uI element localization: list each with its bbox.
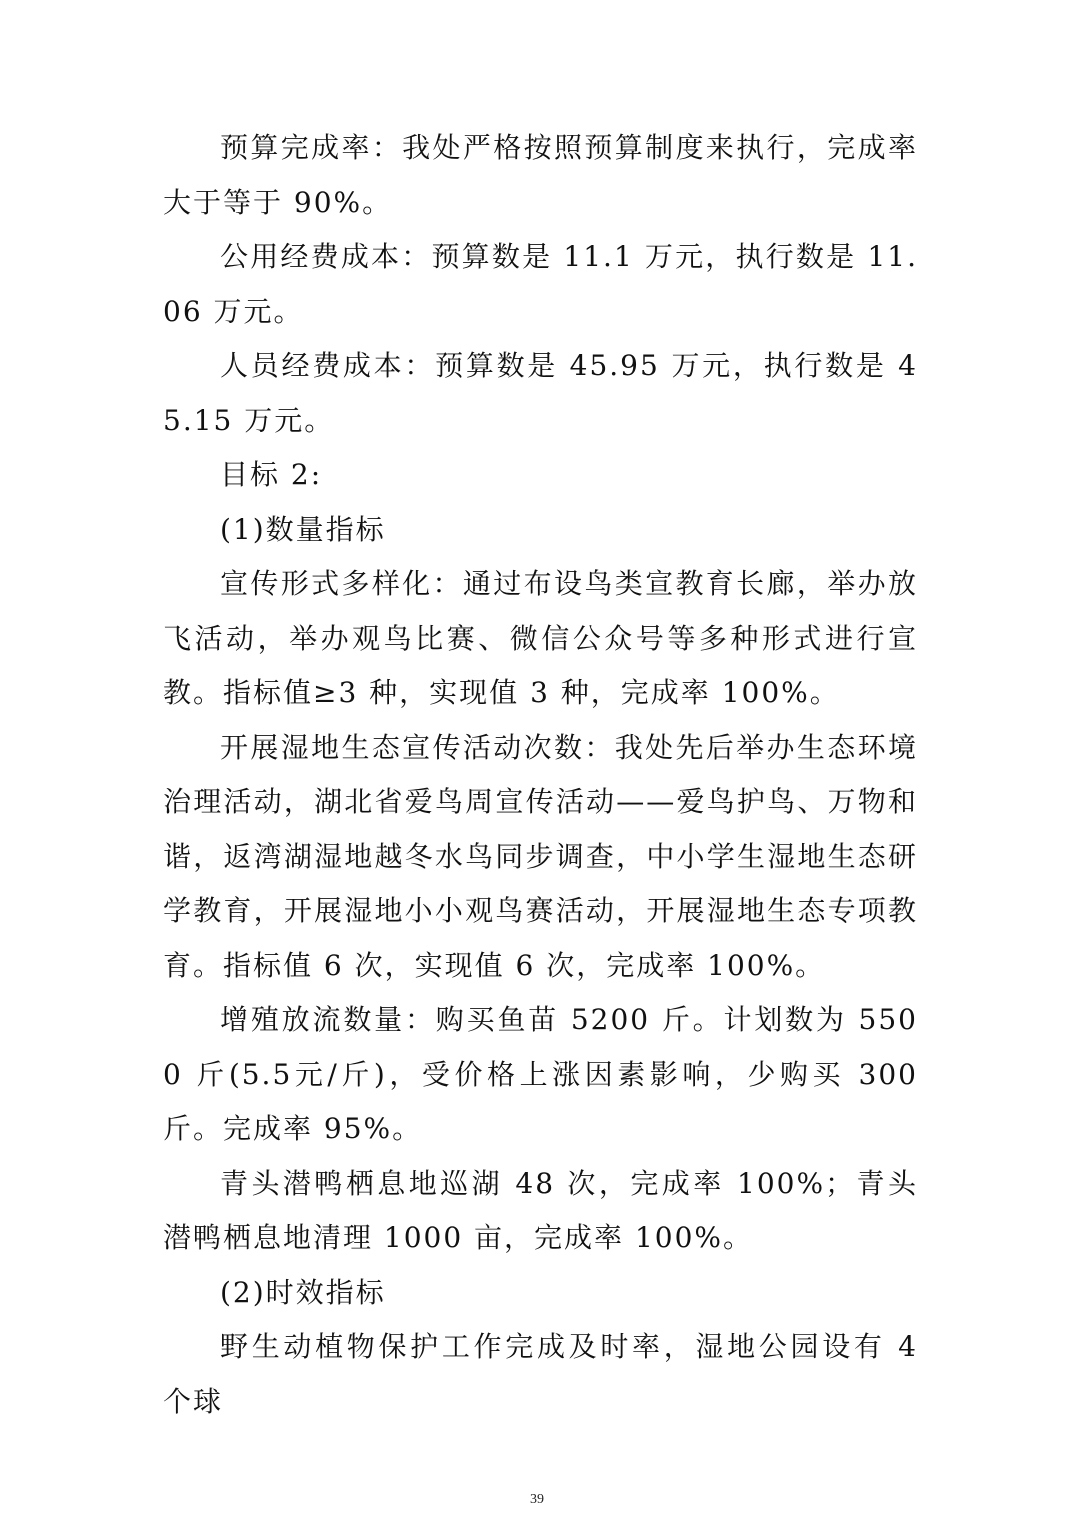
paragraph-wetland-activities: 开展湿地生态宣传活动次数：我处先后举办生态环境治理活动，湖北省爱鸟周宣传活动——爱鸟护鸟、万物和谐，返湾湖湿地越冬水鸟同步调查，中小学生湿地生态研学教育，开展湿地小小观鸟赛活动，开展湿地生态专项教育。指标值 6 次，实现值 6 次，完成率 100%。 [163,730,918,982]
heading-goal-2: 目标 2: [220,458,323,491]
paragraph-personnel-expense-cost: 人员经费成本：预算数是 45.95 万元，执行数是 45.15 万元。 [163,349,918,437]
page-number: 39 [530,1492,544,1507]
heading-timeliness-indicators: (2)时效指标 [220,1275,386,1309]
paragraph-publicity-forms: 宣传形式多样化：通过布设鸟类宣教育长廊，举办放飞活动，举办观鸟比赛、微信公众号等多种形式进行宣教。指标值≥3 种，实现值 3 种，完成率 100%。 [163,567,918,709]
paragraph-wildlife-protection: 野生动植物保护工作完成及时率，湿地公园设有 4 个球 [163,1330,918,1418]
body-text [163,121,918,1429]
paragraph-public-expense-cost: 公用经费成本：预算数是 11.1 万元，执行数是 11.06 万元。 [163,240,918,328]
paragraph-fish-release: 增殖放流数量：购买鱼苗 5200 斤。计划数为 5500 斤(5.5元/斤)，受价格上涨因素影响，少购买 300 斤。完成率 95%。 [163,1003,918,1145]
paragraph-duck-habitat: 青头潜鸭栖息地巡湖 48 次，完成率 100%；青头潜鸭栖息地清理 1000 亩，完成率 100%。 [163,1166,918,1254]
heading-quantity-indicators: (1)数量指标 [220,512,386,546]
paragraph-budget-completion-rate: 预算完成率：我处严格按照预算制度来执行，完成率大于等于 90%。 [163,131,918,219]
